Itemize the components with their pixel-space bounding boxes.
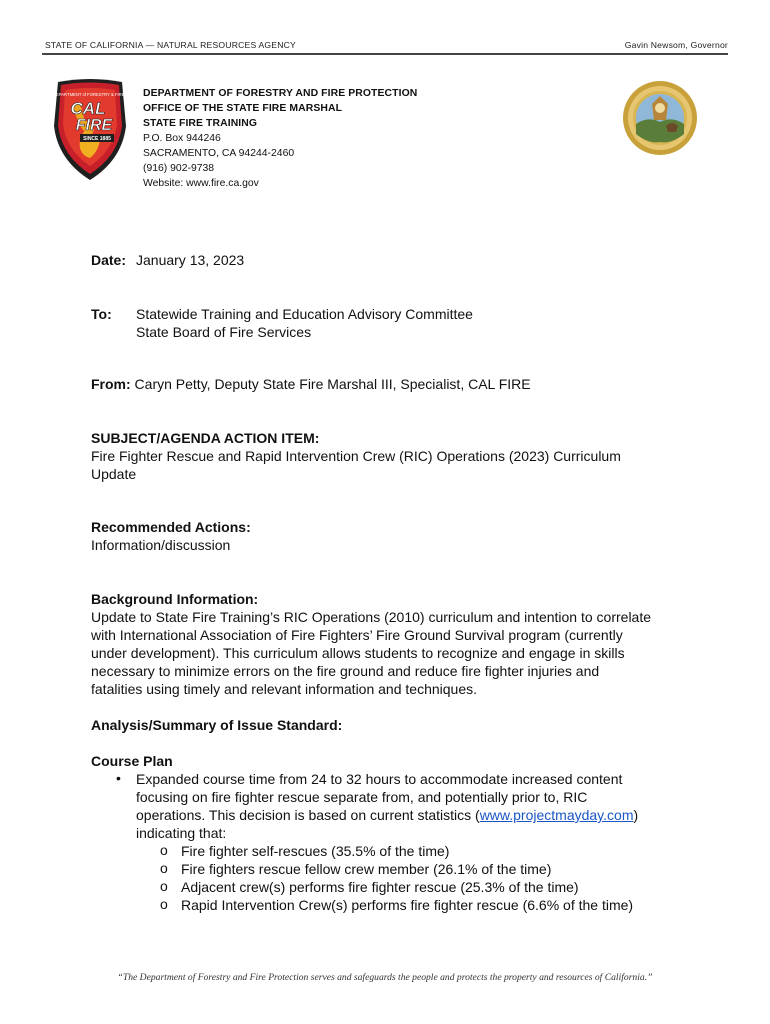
analysis-heading: Analysis/Summary of Issue Standard: [91,717,343,733]
bullet-line-with-link [136,806,638,824]
sub-bullet-icon: o [160,878,168,894]
sub-item: Fire fighter self-rescues (35.5% of the time) [181,843,450,859]
agency-address-block [143,86,417,191]
sub-bullet-icon: o [160,860,168,876]
sub-bullet-icon: o [160,842,168,858]
background-line: Update to State Fire Training’s RIC Operations (2010) curriculum and intention to correlate [91,609,652,625]
state-agency-text: STATE OF CALIFORNIA — NATURAL RESOURCES AGENCY [45,40,296,50]
bullet-line-text: operations. This decision is based on current statistics ( [136,807,480,823]
header-divider [42,53,728,55]
from-value: Caryn Petty, Deputy State Fire Marshal III, Specialist, CAL FIRE [130,376,531,392]
background-line: fatalities using timely and relevant information and techniques. [91,681,477,697]
sub-item: Rapid Intervention Crew(s) performs fire fighter rescue (6.6% of the time) [181,897,634,913]
to-label: To: [91,306,112,322]
letterhead-top [42,40,728,54]
city-state-zip: SACRAMENTO, CA 94244-2460 [143,148,295,159]
logo-fire-text: FIRE [75,117,113,134]
bullet-line: indicating that: [136,825,227,841]
to-recipient-1: Statewide Training and Education Advisory Committee [136,306,473,322]
website: Website: www.fire.ca.gov [143,178,259,189]
date-label: Date: [91,252,127,268]
governor-text: Gavin Newsom, Governor [624,40,728,50]
to-recipient-2: State Board of Fire Services [136,324,312,340]
california-state-seal [622,80,698,156]
subject-line-1: Fire Fighter Rescue and Rapid Intervention Crew (RIC) Operations (2023) Curriculum [91,448,621,464]
bullet-line: focusing on fire fighter rescue separate from, and potentially prior to, RIC [136,789,588,805]
recommended-actions-value: Information/discussion [91,537,231,553]
from-row [91,375,531,393]
projectmayday-link[interactable]: www.projectmayday.com [479,807,634,823]
sub-bullet-icon: o [160,896,168,912]
phone-number: (916) 902-9738 [143,163,215,174]
bullet-line: Expanded course time from 24 to 32 hours to accommodate increased content [136,771,623,787]
logo-top-text: CALIFORNIA DEPARTMENT of FORESTRY & FIRE PROTECTION [26,92,154,97]
recommended-actions-heading: Recommended Actions: [91,519,251,535]
background-heading: Background Information: [91,591,259,607]
department-name: DEPARTMENT OF FORESTRY AND FIRE PROTECTION [143,88,418,99]
from-label: From: [91,376,131,392]
background-line: with International Association of Fire Fighters’ Fire Ground Survival program (currently [91,627,623,643]
cal-fire-logo [26,78,154,182]
subject-heading: SUBJECT/AGENDA ACTION ITEM: [91,430,320,446]
po-box: P.O. Box 944246 [143,133,221,144]
logo-since-text: SINCE 1885 [83,136,111,142]
bullet-dot-icon: • [116,770,121,786]
background-line: under development). This curriculum allows students to recognize and engage in skills [91,645,625,661]
logo-cal-text: CAL [70,99,106,118]
course-plan-heading: Course Plan [91,753,173,769]
sub-item: Adjacent crew(s) performs fire fighter rescue (25.3% of the time) [181,879,579,895]
sub-item: Fire fighters rescue fellow crew member (26.1% of the time) [181,861,552,877]
subject-line-2: Update [91,466,137,482]
background-line: necessary to minimize errors on the fire ground and reduce fire fighter injuries and [91,663,600,679]
bullet-line-close: ) [633,807,639,823]
office-name: OFFICE OF THE STATE FIRE MARSHAL [143,103,343,114]
date-row [91,251,245,269]
date-value: January 13, 2023 [136,252,245,268]
division-name: STATE FIRE TRAINING [143,118,258,129]
footer-mission-statement: “The Department of Forestry and Fire Protection serves and safeguards the people and protects the property and resources of California.” [117,972,653,983]
